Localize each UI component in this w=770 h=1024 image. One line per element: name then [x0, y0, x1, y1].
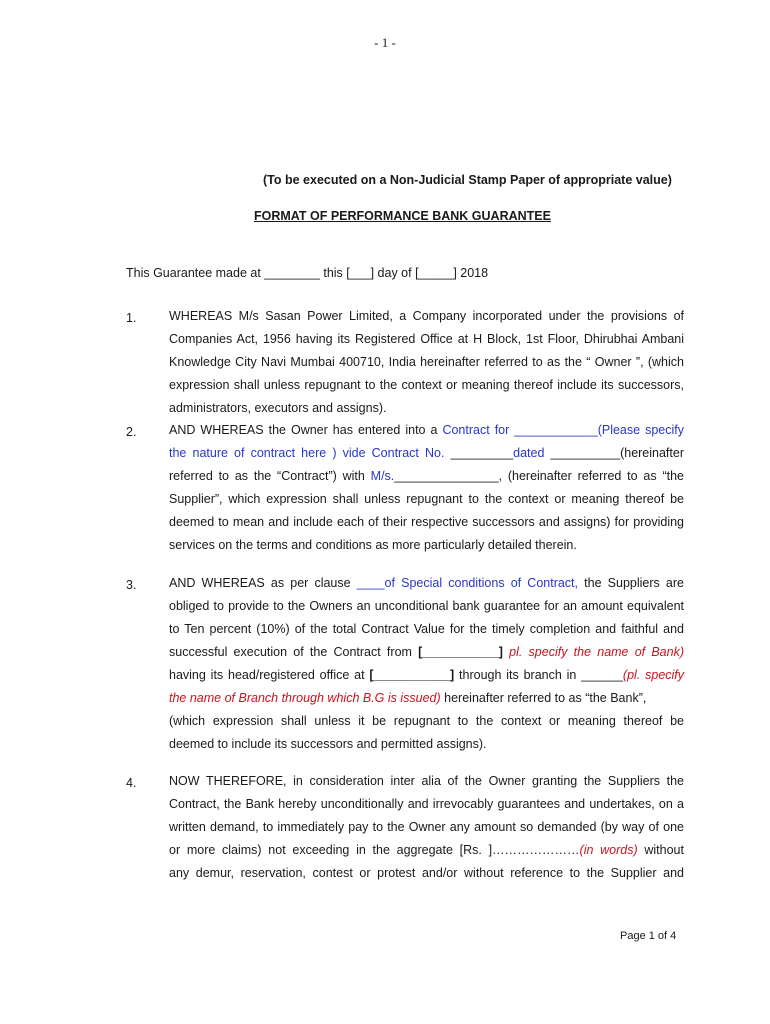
text-run: AND WHEREAS as per clause	[169, 576, 357, 590]
clause-1-line: administrators, executors and assigns).	[169, 401, 387, 415]
clause-2-line	[169, 465, 684, 488]
clause-3-line	[169, 664, 684, 687]
clause-1-line: expression shall unless repugnant to the context or meaning thereof include its successors,	[169, 378, 684, 392]
clause-4-line: NOW THEREFORE, in consideration inter alia of the Owner granting the Suppliers the	[169, 774, 684, 788]
text-run: without	[637, 843, 684, 857]
clause-4-line: written demand, to immediately pay to the Owner any amount so demanded (by way of one	[169, 820, 684, 834]
text-run: __________(hereinafter	[544, 446, 684, 460]
clause-2-line: Supplier”, which expression shall unless repugnant to the context or meaning thereof be	[169, 492, 684, 506]
contract-for-placeholder: Contract for ____________(Please specify	[442, 423, 684, 437]
clause-2-line	[169, 419, 684, 442]
document-title: FORMAT OF PERFORMANCE BANK GUARANTEE	[254, 209, 551, 223]
clause-4-text	[169, 770, 684, 885]
clause-2-line: deemed to mean and include each of their respective successors and assigns) for providing	[169, 515, 684, 529]
supplier-name-placeholder: M/s.	[370, 469, 395, 483]
bank-name-blank: [___________]	[418, 645, 503, 659]
clause-3-line: to Ten percent (10%) of the total Contract Value for the timely completion and faithful and	[169, 622, 684, 636]
text-run: having its head/registered office at	[169, 668, 370, 682]
text-run: _______________, (hereinafter referred to as “the	[394, 469, 684, 483]
bank-name-instruction: pl. specify the name of Bank)	[502, 645, 684, 659]
page-number-header: - 1 -	[374, 35, 396, 50]
clause-1-line: WHEREAS M/s Sasan Power Limited, a Company incorporated under the provisions of	[169, 309, 684, 323]
clause-1-line: Companies Act, 1956 having its Registered Office at H Block, 1st Floor, Dhirubhai Ambani	[169, 332, 684, 346]
clause-4-line: any demur, reservation, contest or protest and/or without reference to the Supplier and	[169, 866, 684, 880]
dated-placeholder: dated	[513, 446, 545, 460]
clause-4-line	[169, 839, 684, 862]
clause-3-line: (which expression shall unless it be repugnant to the context or meaning thereof be	[169, 714, 684, 728]
text-run: referred to as the “Contract”) with	[169, 469, 371, 483]
text-run: the Suppliers are	[578, 576, 685, 590]
text-run: successful execution of the Contract from	[169, 645, 419, 659]
clause-1-line: Knowledge City Navi Mumbai 400710, India hereinafter referred to as the “ Owner ”, (which	[169, 355, 684, 369]
clause-2-number: 2.	[126, 425, 137, 439]
in-words-instruction: (in words)	[579, 843, 638, 857]
clause-4-line: Contract, the Bank hereby unconditionally and irrevocably guarantees and undertakes, on a	[169, 797, 684, 811]
contract-nature-placeholder: the nature of contract here ) vide Contract No.	[169, 446, 445, 460]
guarantee-made-line: This Guarantee made at ________ this [___] day of [_____] 2018	[126, 266, 489, 280]
clause-1-text	[169, 305, 684, 420]
branch-instruction-cont: the name of Branch through which B.G is issued)	[169, 691, 441, 705]
branch-instruction: (pl. specify	[622, 668, 685, 682]
clause-3-line: obliged to provide to the Owners an unconditional bank guarantee for an amount equivalent	[169, 599, 684, 613]
text-run: _________	[444, 446, 514, 460]
text-run: AND WHEREAS the Owner has entered into a	[169, 423, 443, 437]
special-conditions-placeholder: ____of Special conditions of Contract,	[356, 576, 578, 590]
clause-3-number: 3.	[126, 578, 137, 592]
text-run: hereinafter referred to as “the Bank”,	[440, 691, 647, 705]
clause-3-text	[169, 572, 684, 756]
clause-3-line	[169, 641, 684, 664]
clause-2-line: services on the terms and conditions as more particularly detailed therein.	[169, 538, 577, 552]
clause-4-number: 4.	[126, 776, 137, 790]
stamp-paper-note: (To be executed on a Non-Judicial Stamp Paper of appropriate value)	[263, 173, 672, 187]
office-blank: [___________]	[369, 668, 455, 682]
clause-2-line	[169, 442, 684, 465]
page-footer: Page 1 of 4	[620, 930, 677, 942]
clause-3-line	[169, 687, 684, 710]
text-run: or more claims) not exceeding in the aggregate [Rs. ]…………………	[169, 843, 580, 857]
clause-3-line: deemed to include its successors and permitted assigns).	[169, 737, 487, 751]
text-run: through its branch in ______	[454, 668, 623, 682]
clause-2-text	[169, 419, 684, 557]
clause-1-number: 1.	[126, 311, 137, 325]
clause-3-line	[169, 572, 684, 595]
